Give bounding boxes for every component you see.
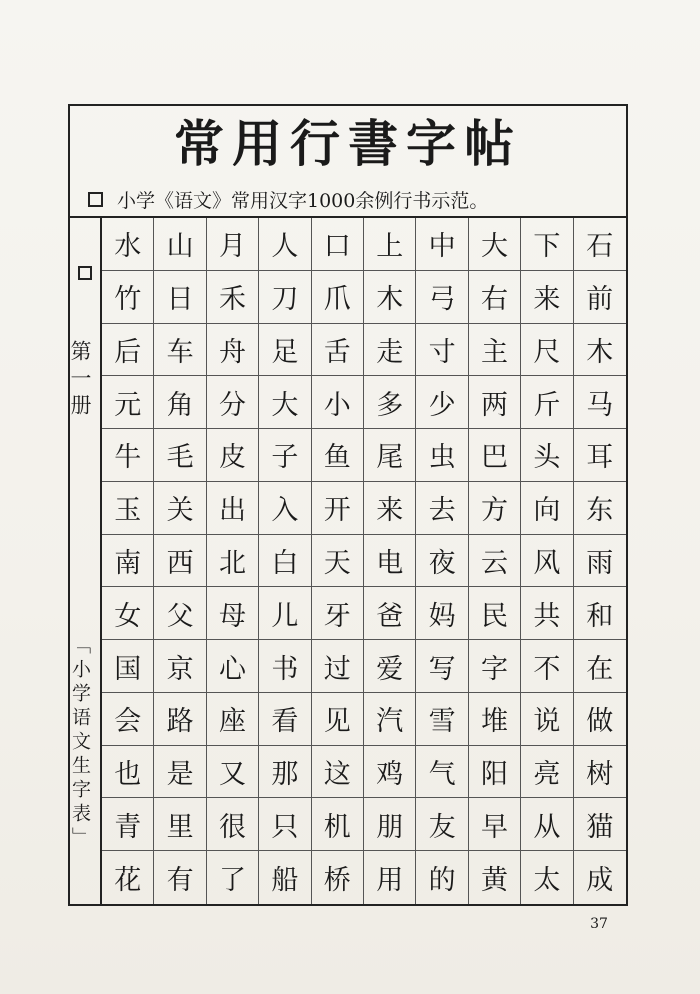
character-cell: 主 [469, 324, 521, 377]
character-cell: 国 [102, 640, 154, 693]
character-cell: 寸 [416, 324, 468, 377]
character-cell: 中 [416, 218, 468, 271]
character-cell: 尺 [521, 324, 573, 377]
character-cell: 青 [102, 798, 154, 851]
character-cell: 右 [469, 271, 521, 324]
character-cell: 有 [154, 851, 206, 904]
character-cell: 船 [259, 851, 311, 904]
character-cell: 皮 [207, 429, 259, 482]
character-cell: 下 [521, 218, 573, 271]
character-cell: 角 [154, 376, 206, 429]
character-cell: 木 [364, 271, 416, 324]
character-cell: 夜 [416, 535, 468, 588]
character-cell: 也 [102, 746, 154, 799]
character-cell: 头 [521, 429, 573, 482]
character-cell: 向 [521, 482, 573, 535]
character-cell: 女 [102, 587, 154, 640]
character-cell: 巴 [469, 429, 521, 482]
character-cell: 尾 [364, 429, 416, 482]
character-cell: 友 [416, 798, 468, 851]
character-cell: 方 [469, 482, 521, 535]
character-cell: 分 [207, 376, 259, 429]
character-grid [102, 218, 626, 904]
character-cell: 北 [207, 535, 259, 588]
character-cell: 人 [259, 218, 311, 271]
character-cell: 成 [586, 865, 614, 897]
character-cell: 关 [154, 482, 206, 535]
character-cell: 白 [259, 535, 311, 588]
character-cell: 上 [364, 218, 416, 271]
character-cell: 在 [574, 640, 626, 693]
character-cell: 来 [521, 271, 573, 324]
square-bullet-icon [78, 266, 92, 280]
character-cell: 民 [469, 587, 521, 640]
character-cell: 堆 [469, 693, 521, 746]
character-cell: 弓 [416, 271, 468, 324]
character-cell: 儿 [259, 587, 311, 640]
character-cell: 山 [154, 218, 206, 271]
character-cell: 南 [102, 535, 154, 588]
character-cell: 后 [102, 324, 154, 377]
character-cell: 是 [154, 746, 206, 799]
character-cell: 开 [312, 482, 364, 535]
character-cell: 木 [574, 324, 626, 377]
subtitle [88, 184, 608, 214]
side-column [68, 216, 100, 906]
character-cell: 气 [416, 746, 468, 799]
character-cell: 用 [364, 851, 416, 904]
character-cell: 共 [521, 587, 573, 640]
character-cell: 牙 [312, 587, 364, 640]
character-cell: 过 [312, 640, 364, 693]
character-cell: 前 [574, 271, 626, 324]
character-cell: 的 [416, 851, 468, 904]
character-cell: 爱 [364, 640, 416, 693]
character-cell: 云 [469, 535, 521, 588]
character-cell: 出 [207, 482, 259, 535]
character-cell: 舟 [207, 324, 259, 377]
character-cell: 少 [416, 376, 468, 429]
character-cell: 马 [574, 376, 626, 429]
character-cell: 和 [574, 587, 626, 640]
page-number: 37 [590, 916, 608, 932]
character-cell: 早 [469, 798, 521, 851]
character-cell: 毛 [154, 429, 206, 482]
character-cell: 雪 [416, 693, 468, 746]
character-cell: 会 [102, 693, 154, 746]
character-cell: 又 [207, 746, 259, 799]
character-cell: 只 [259, 798, 311, 851]
character-cell: 小 [312, 376, 364, 429]
character-cell: 做 [574, 693, 626, 746]
character-cell: 电 [364, 535, 416, 588]
character-cell: 机 [312, 798, 364, 851]
character-cell: 太 [521, 851, 573, 904]
character-cell: 车 [154, 324, 206, 377]
character-cell: 树 [574, 746, 626, 799]
character-cell: 斤 [521, 376, 573, 429]
character-cell: 耳 [574, 429, 626, 482]
character-cell: 花 [102, 851, 154, 904]
character-cell: 爸 [364, 587, 416, 640]
character-cell: 走 [364, 324, 416, 377]
character-cell: 鱼 [312, 429, 364, 482]
character-cell: 京 [154, 640, 206, 693]
character-cell: 天 [312, 535, 364, 588]
character-cell: 入 [259, 482, 311, 535]
character-cell: 多 [364, 376, 416, 429]
character-cell: 那 [259, 746, 311, 799]
character-cell: 妈 [416, 587, 468, 640]
character-cell: 座 [207, 693, 259, 746]
character-cell: 猫 [574, 798, 626, 851]
character-cell: 石 [574, 218, 626, 271]
character-cell: 水 [102, 218, 154, 271]
character-cell: 写 [416, 640, 468, 693]
character-cell: 风 [521, 535, 573, 588]
character-cell: 竹 [102, 271, 154, 324]
character-cell: 大 [259, 376, 311, 429]
character-cell: 书 [259, 640, 311, 693]
character-cell: 朋 [364, 798, 416, 851]
character-cell: 大 [469, 218, 521, 271]
character-cell: 了 [207, 851, 259, 904]
character-cell: 母 [207, 587, 259, 640]
character-cell: 这 [312, 746, 364, 799]
character-cell: 虫 [416, 429, 468, 482]
character-cell: 两 [469, 376, 521, 429]
character-cell: 来 [364, 482, 416, 535]
character-cell: 看 [259, 693, 311, 746]
character-cell: 黄 [469, 851, 521, 904]
character-cell: 日 [154, 271, 206, 324]
character-cell: 里 [154, 798, 206, 851]
volume-label: 第一册 [68, 339, 92, 421]
character-cell: 亮 [521, 746, 573, 799]
character-cell: 阳 [469, 746, 521, 799]
character-cell: 鸡 [364, 746, 416, 799]
character-cell: 汽 [364, 693, 416, 746]
square-bullet-icon [88, 192, 103, 207]
character-cell: 西 [154, 535, 206, 588]
character-cell: 见 [312, 693, 364, 746]
character-cell: 雨 [574, 535, 626, 588]
character-cell: 去 [416, 482, 468, 535]
character-cell: 刀 [259, 271, 311, 324]
character-cell: 子 [259, 429, 311, 482]
character-cell: 牛 [102, 429, 154, 482]
character-cell: 足 [259, 324, 311, 377]
page-title: 常用行書字帖 [174, 114, 522, 173]
character-cell: 不 [521, 640, 573, 693]
character-cell: 心 [207, 640, 259, 693]
character-cell: 很 [207, 798, 259, 851]
character-cell: 禾 [207, 271, 259, 324]
character-cell: 桥 [312, 851, 364, 904]
subtitle-text: 小学《语文》常用汉字1000余例行书示范。 [117, 189, 489, 212]
character-cell: 路 [154, 693, 206, 746]
character-cell: 从 [521, 798, 573, 851]
character-cell: 父 [154, 587, 206, 640]
character-cell: 爪 [312, 271, 364, 324]
character-cell: 舌 [312, 324, 364, 377]
character-cell: 元 [102, 376, 154, 429]
character-cell: 字 [469, 640, 521, 693]
character-cell: 说 [521, 693, 573, 746]
character-cell: 东 [574, 482, 626, 535]
character-cell: 玉 [102, 482, 154, 535]
character-cell: 月 [207, 218, 259, 271]
source-label: 「小学语文生字表」 [69, 635, 91, 851]
character-cell: 口 [312, 218, 364, 271]
